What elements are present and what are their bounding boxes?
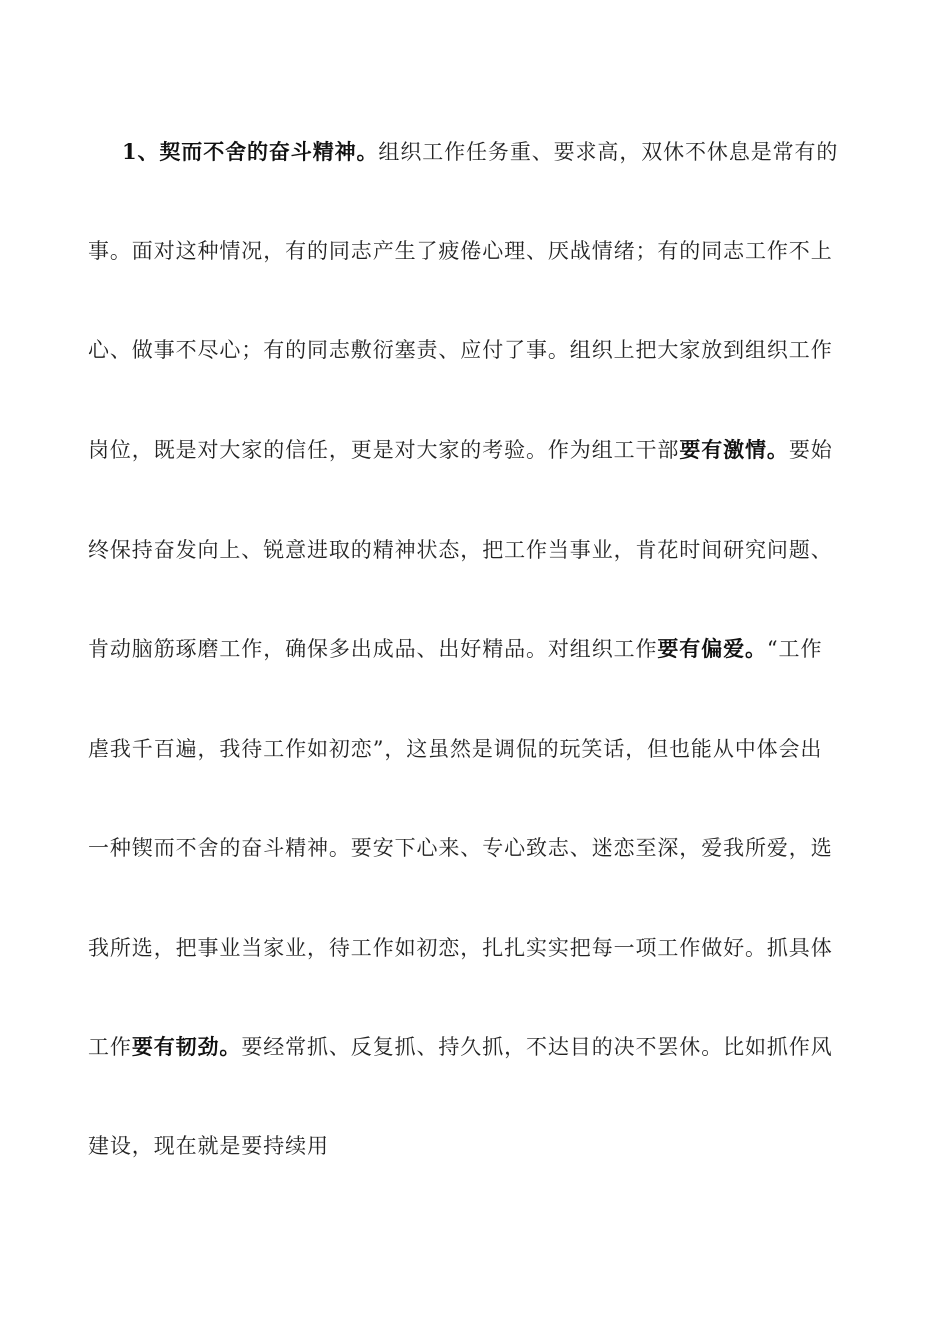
paragraph-line-2 xyxy=(88,231,848,271)
paragraph-line-8 xyxy=(88,828,848,868)
line-text: 终保持奋发向上、锐意进取的精神状态，把工作当事业，肯花时间研究问题、 xyxy=(88,538,833,562)
line-text: 虐我千百遍，我待工作如初恋”，这虽然是调侃的玩笑话，但也能从中体会出 xyxy=(88,737,823,761)
line-text: 要始 xyxy=(788,438,833,462)
paragraph-line-10 xyxy=(88,1027,848,1067)
line-text: 要经常抓、反复抓、持久抓，不达目的决不罢休。比如抓作风 xyxy=(241,1035,833,1059)
line-text: 工作 xyxy=(88,1035,132,1059)
emphasis-bold-text: 要有韧劲。 xyxy=(131,1034,242,1059)
paragraph-line-9 xyxy=(88,928,848,968)
paragraph-line-7 xyxy=(88,729,848,769)
line-text: 我所选，把事业当家业，待工作如初恋，扎扎实实把每一项工作做好。抓具体 xyxy=(88,936,833,960)
paragraph-line-5 xyxy=(88,530,848,570)
heading-bold-text: 1、契而不舍的奋斗精神。 xyxy=(122,139,379,164)
line-text: 肯动脑筋琢磨工作，确保多出成品、出好精品。对组织工作 xyxy=(88,637,658,661)
emphasis-bold-text: 要有激情。 xyxy=(679,437,789,462)
emphasis-bold-text: 要有偏爱。 xyxy=(657,636,767,661)
line-text: 建设，现在就是要持续用 xyxy=(88,1134,329,1158)
line-text: 一种锲而不舍的奋斗精神。要安下心来、专心致志、迷恋至深，爱我所爱，选 xyxy=(88,836,833,860)
paragraph-line-4 xyxy=(88,430,848,470)
line-text: 组织工作任务重、要求高，双休不休息是常有的 xyxy=(378,140,839,164)
paragraph-line-11 xyxy=(88,1126,848,1166)
line-text: 心、做事不尽心；有的同志敷衍塞责、应付了事。组织上把大家放到组织工作 xyxy=(88,338,833,362)
line-text: “工作 xyxy=(766,637,823,661)
line-text: 岗位，既是对大家的信任，更是对大家的考验。作为组工干部 xyxy=(88,438,680,462)
paragraph-line-6 xyxy=(88,629,848,669)
paragraph-line-1 xyxy=(122,132,850,172)
line-text: 事。面对这种情况，有的同志产生了疲倦心理、厌战情绪；有的同志工作不上 xyxy=(88,239,833,263)
paragraph-line-3 xyxy=(88,330,848,370)
